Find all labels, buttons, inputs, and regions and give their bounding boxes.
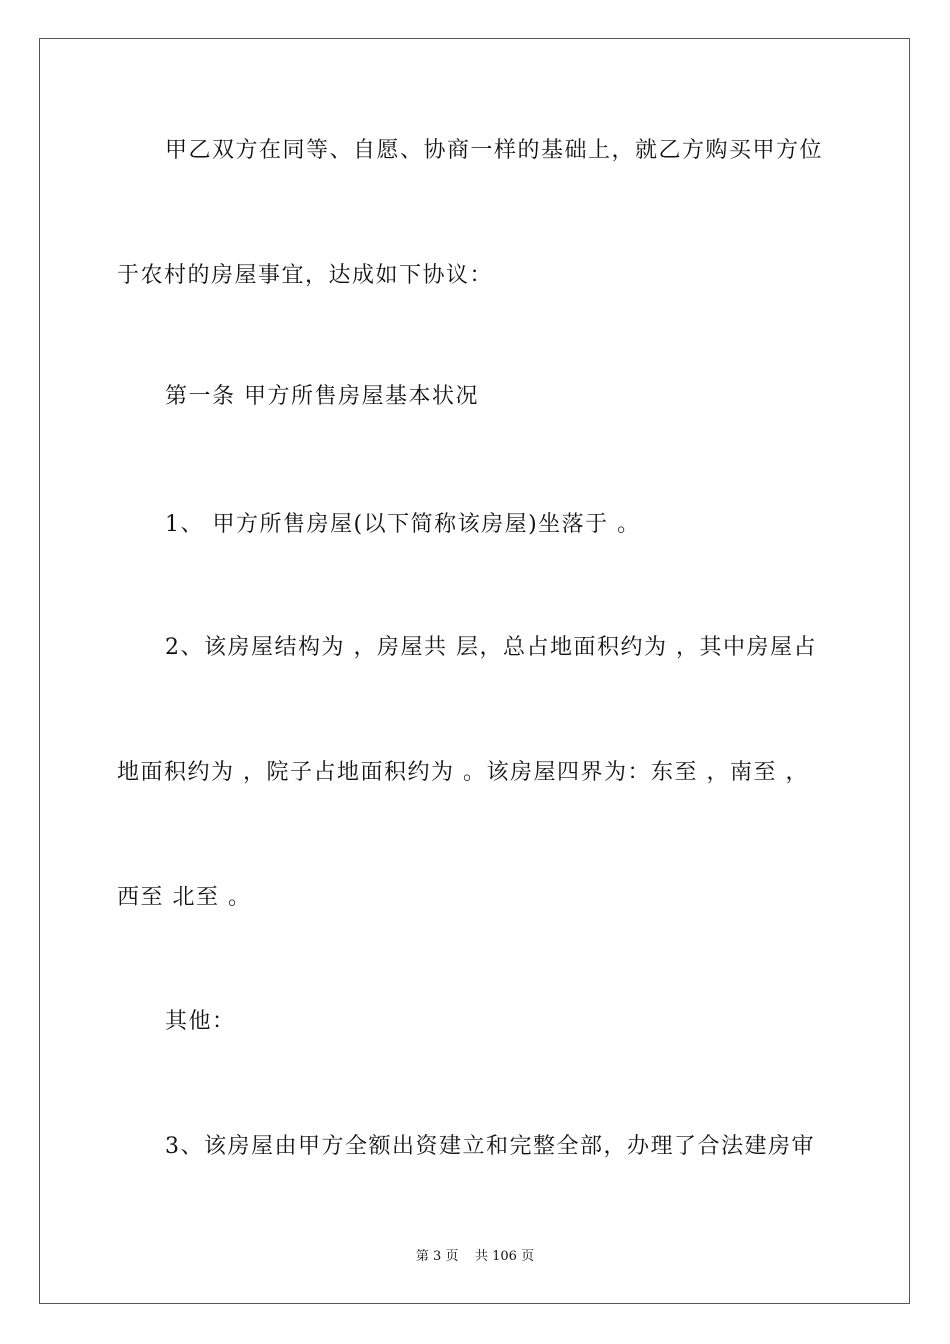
paragraph-1-line-2: 于农村的房屋事宜，达成如下协议： bbox=[117, 263, 494, 288]
page-number-footer: 第 3 页 共 106 页 bbox=[415, 1249, 535, 1264]
paragraph-1-line-1: 甲乙双方在同等、自愿、协商一样的基础上，就乙方购买甲方位 bbox=[165, 138, 824, 163]
clause-2-line-3: 西至 北至 。 bbox=[117, 885, 252, 910]
other-heading: 其他： bbox=[165, 1009, 236, 1034]
clause-2-line-1: 2、该房屋结构为 ，房屋共 层，总占地面积约为 ，其中房屋占 bbox=[165, 635, 817, 660]
clause-1: 1、 甲方所售房屋(以下简称该房屋)坐落于 。 bbox=[165, 512, 641, 537]
clause-2-line-2: 地面积约为 ，院子占地面积约为 。该房屋四界为：东至 ，南至 ， bbox=[117, 760, 809, 785]
page-border bbox=[39, 38, 910, 1304]
article-1-heading: 第一条 甲方所售房屋基本状况 bbox=[165, 384, 479, 409]
clause-3-line-1: 3、该房屋由甲方全额出资建立和完整全部，办理了合法建房审 bbox=[165, 1134, 815, 1159]
